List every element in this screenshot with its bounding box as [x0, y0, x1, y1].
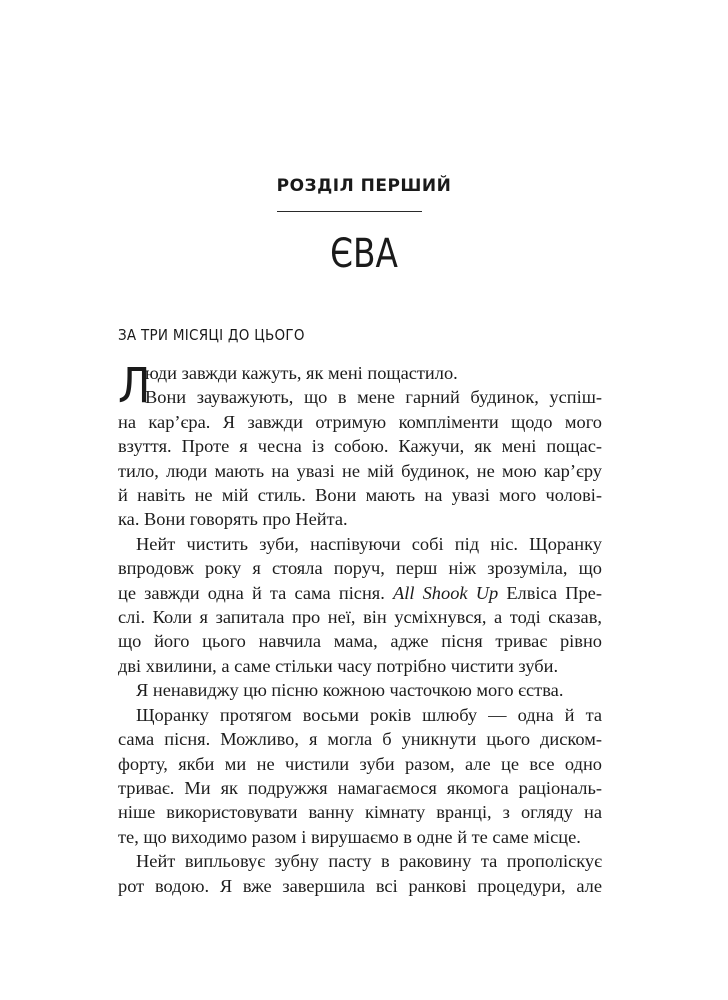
text-line: взуття. Проте я чесна із собою. Кажучи, як мені пощас-	[118, 436, 602, 457]
chapter-divider	[277, 211, 422, 212]
text-line: триває. Ми як подружжя намагаємося якомога раціональ-	[118, 777, 602, 798]
paragraph-4	[118, 703, 602, 849]
text-line: ка. Вони говорять про Нейта.	[118, 509, 348, 530]
paragraph-3	[118, 678, 602, 702]
chapter-title: ЄВА	[330, 231, 398, 277]
text-line: Нейт випльовує зубну пасту в раковину та прополіскує	[136, 851, 602, 872]
paragraph-1	[118, 358, 602, 532]
text-line: слі. Коли я запитала про неї, він усміхнувся, а тоді сказав,	[118, 607, 602, 628]
text-line: тило, люди мають на увазі не мій будинок, не мою кар’єру	[118, 460, 602, 481]
text-line: сама пісня. Можливо, я могла б уникнути цього диском-	[118, 729, 602, 750]
text-line: впродовж року я стояла поруч, перш ніж зрозуміла, що	[118, 558, 602, 579]
text-line: дві хвилини, а саме стільки часу потрібно чистити зуби.	[118, 655, 559, 676]
text-line: рот водою. Я вже завершила всі ранкові процедури, але	[118, 875, 602, 896]
text-line	[118, 581, 602, 605]
text-fragment: це завжди одна й та сама пісня.	[118, 582, 385, 603]
text-line: й навіть не мій стиль. Вони мають на увазі мого чолові-	[118, 485, 602, 506]
paragraph-2	[118, 532, 602, 678]
song-title: All Shook Up	[393, 582, 499, 603]
paragraph-5	[118, 849, 602, 898]
text-line: Вони зауважують, що в мене гарний будинок, успіш-	[145, 387, 602, 408]
text-fragment: Елвіса Пре-	[506, 582, 602, 603]
text-line: те, що виходимо разом і вирушаємо в одне й те саме місце.	[118, 826, 581, 847]
text-line: форту, якби ми не чистили зуби разом, але це все одно	[118, 753, 602, 774]
text-line: що його цього навчила мама, адже пісня триває рівно	[118, 631, 602, 652]
section-heading: ЗА ТРИ МІСЯЦІ ДО ЦЬОГО	[118, 326, 305, 344]
text-line: на кар’єра. Я завжди отримую компліменти щодо мого	[118, 411, 602, 432]
drop-cap: Л	[118, 358, 151, 414]
text-line: юди завжди кажуть, як мені пощастило.	[145, 363, 458, 383]
chapter-label: РОЗДІЛ ПЕРШИЙ	[276, 176, 452, 196]
text-line: Я ненавиджу цю пісню кожною часточкою мого єства.	[136, 680, 564, 701]
text-line: ніше використовувати ванну кімнату вранці, з огляду на	[118, 802, 602, 823]
text-line: Нейт чистить зуби, наспівуючи собі під ніс. Щоранку	[136, 533, 602, 554]
body-text	[118, 358, 602, 898]
text-line: Щоранку протягом восьми років шлюбу — одна й та	[136, 704, 602, 725]
